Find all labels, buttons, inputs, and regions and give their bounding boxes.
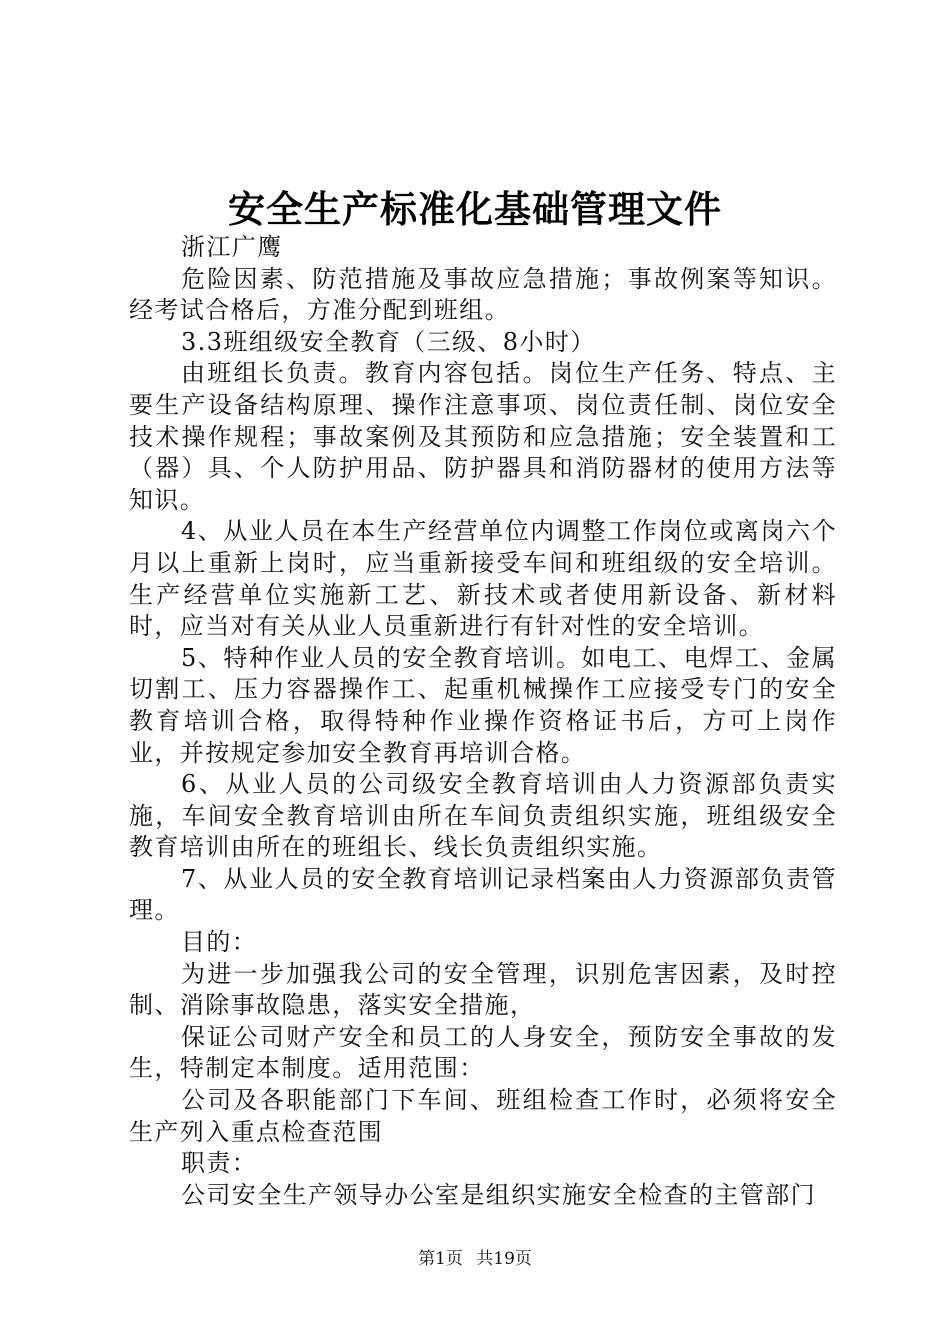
paragraph: 7、从业人员的安全教育培训记录档案由人力资源部负责管理。 xyxy=(129,864,837,925)
document-title: 安全生产标准化基础管理文件 xyxy=(228,187,722,231)
paragraph: 为进一步加强我公司的安全管理，识别危害因素，及时控制、消除事故隐患，落实安全措施， xyxy=(129,959,837,1020)
page-total: 共19页 xyxy=(476,1249,532,1269)
paragraph: 3.3班组级安全教育（三级、8小时） xyxy=(181,327,596,356)
paragraph: 公司及各职能部门下车间、班组检查工作时，必须将安全生产列入重点检查范围 xyxy=(129,1086,837,1146)
section-label-duties: 职责： xyxy=(181,1149,258,1178)
section-label-purpose: 目的： xyxy=(181,928,258,957)
paragraph: 由班组长负责。教育内容包括。岗位生产任务、特点、主要生产设备结构原理、操作注意事项、岗位责任制、岗位安全技术操作规程；事故案例及其预防和应急措施；安全装置和工（器）具、个人防护用品、防护器具和消防器材的使用方法等知识。 xyxy=(129,359,837,514)
paragraph: 保证公司财产安全和员工的人身安全，预防安全事故的发生，特制定本制度。适用范围： xyxy=(129,1022,837,1083)
page-number: 第1页 xyxy=(418,1249,463,1269)
paragraph: 4、从业人员在本生产经营单位内调整工作岗位或离岗六个月以上重新上岗时，应当重新接受车间和班组级的安全培训。生产经营单位实施新工艺、新技术或者使用新设备、新材料时，应当对有关从业人员重新进行有针对性的安全培训。 xyxy=(129,517,837,641)
paragraph: 5、特种作业人员的安全教育培训。如电工、电焊工、金属切割工、压力容器操作工、起重机械操作工应接受专门的安全教育培训合格，取得特种作业操作资格证书后，方可上岗作业，并按规定参加安全教育再培训合格。 xyxy=(129,643,837,767)
page-footer xyxy=(0,1244,950,1269)
paragraph: 危险因素、防范措施及事故应急措施；事故例案等知识。经考试合格后，方准分配到班组。 xyxy=(129,264,837,325)
paragraph: 6、从业人员的公司级安全教育培训由人力资源部负责实施，车间安全教育培训由所在车间负责组织实施，班组级安全教育培训由所在的班组长、线长负责组织实施。 xyxy=(129,770,837,862)
author-line: 浙江广鹰 xyxy=(181,233,283,261)
paragraph: 公司安全生产领导办公室是组织实施安全检查的主管部门 xyxy=(181,1180,816,1209)
document-body xyxy=(129,232,837,1211)
